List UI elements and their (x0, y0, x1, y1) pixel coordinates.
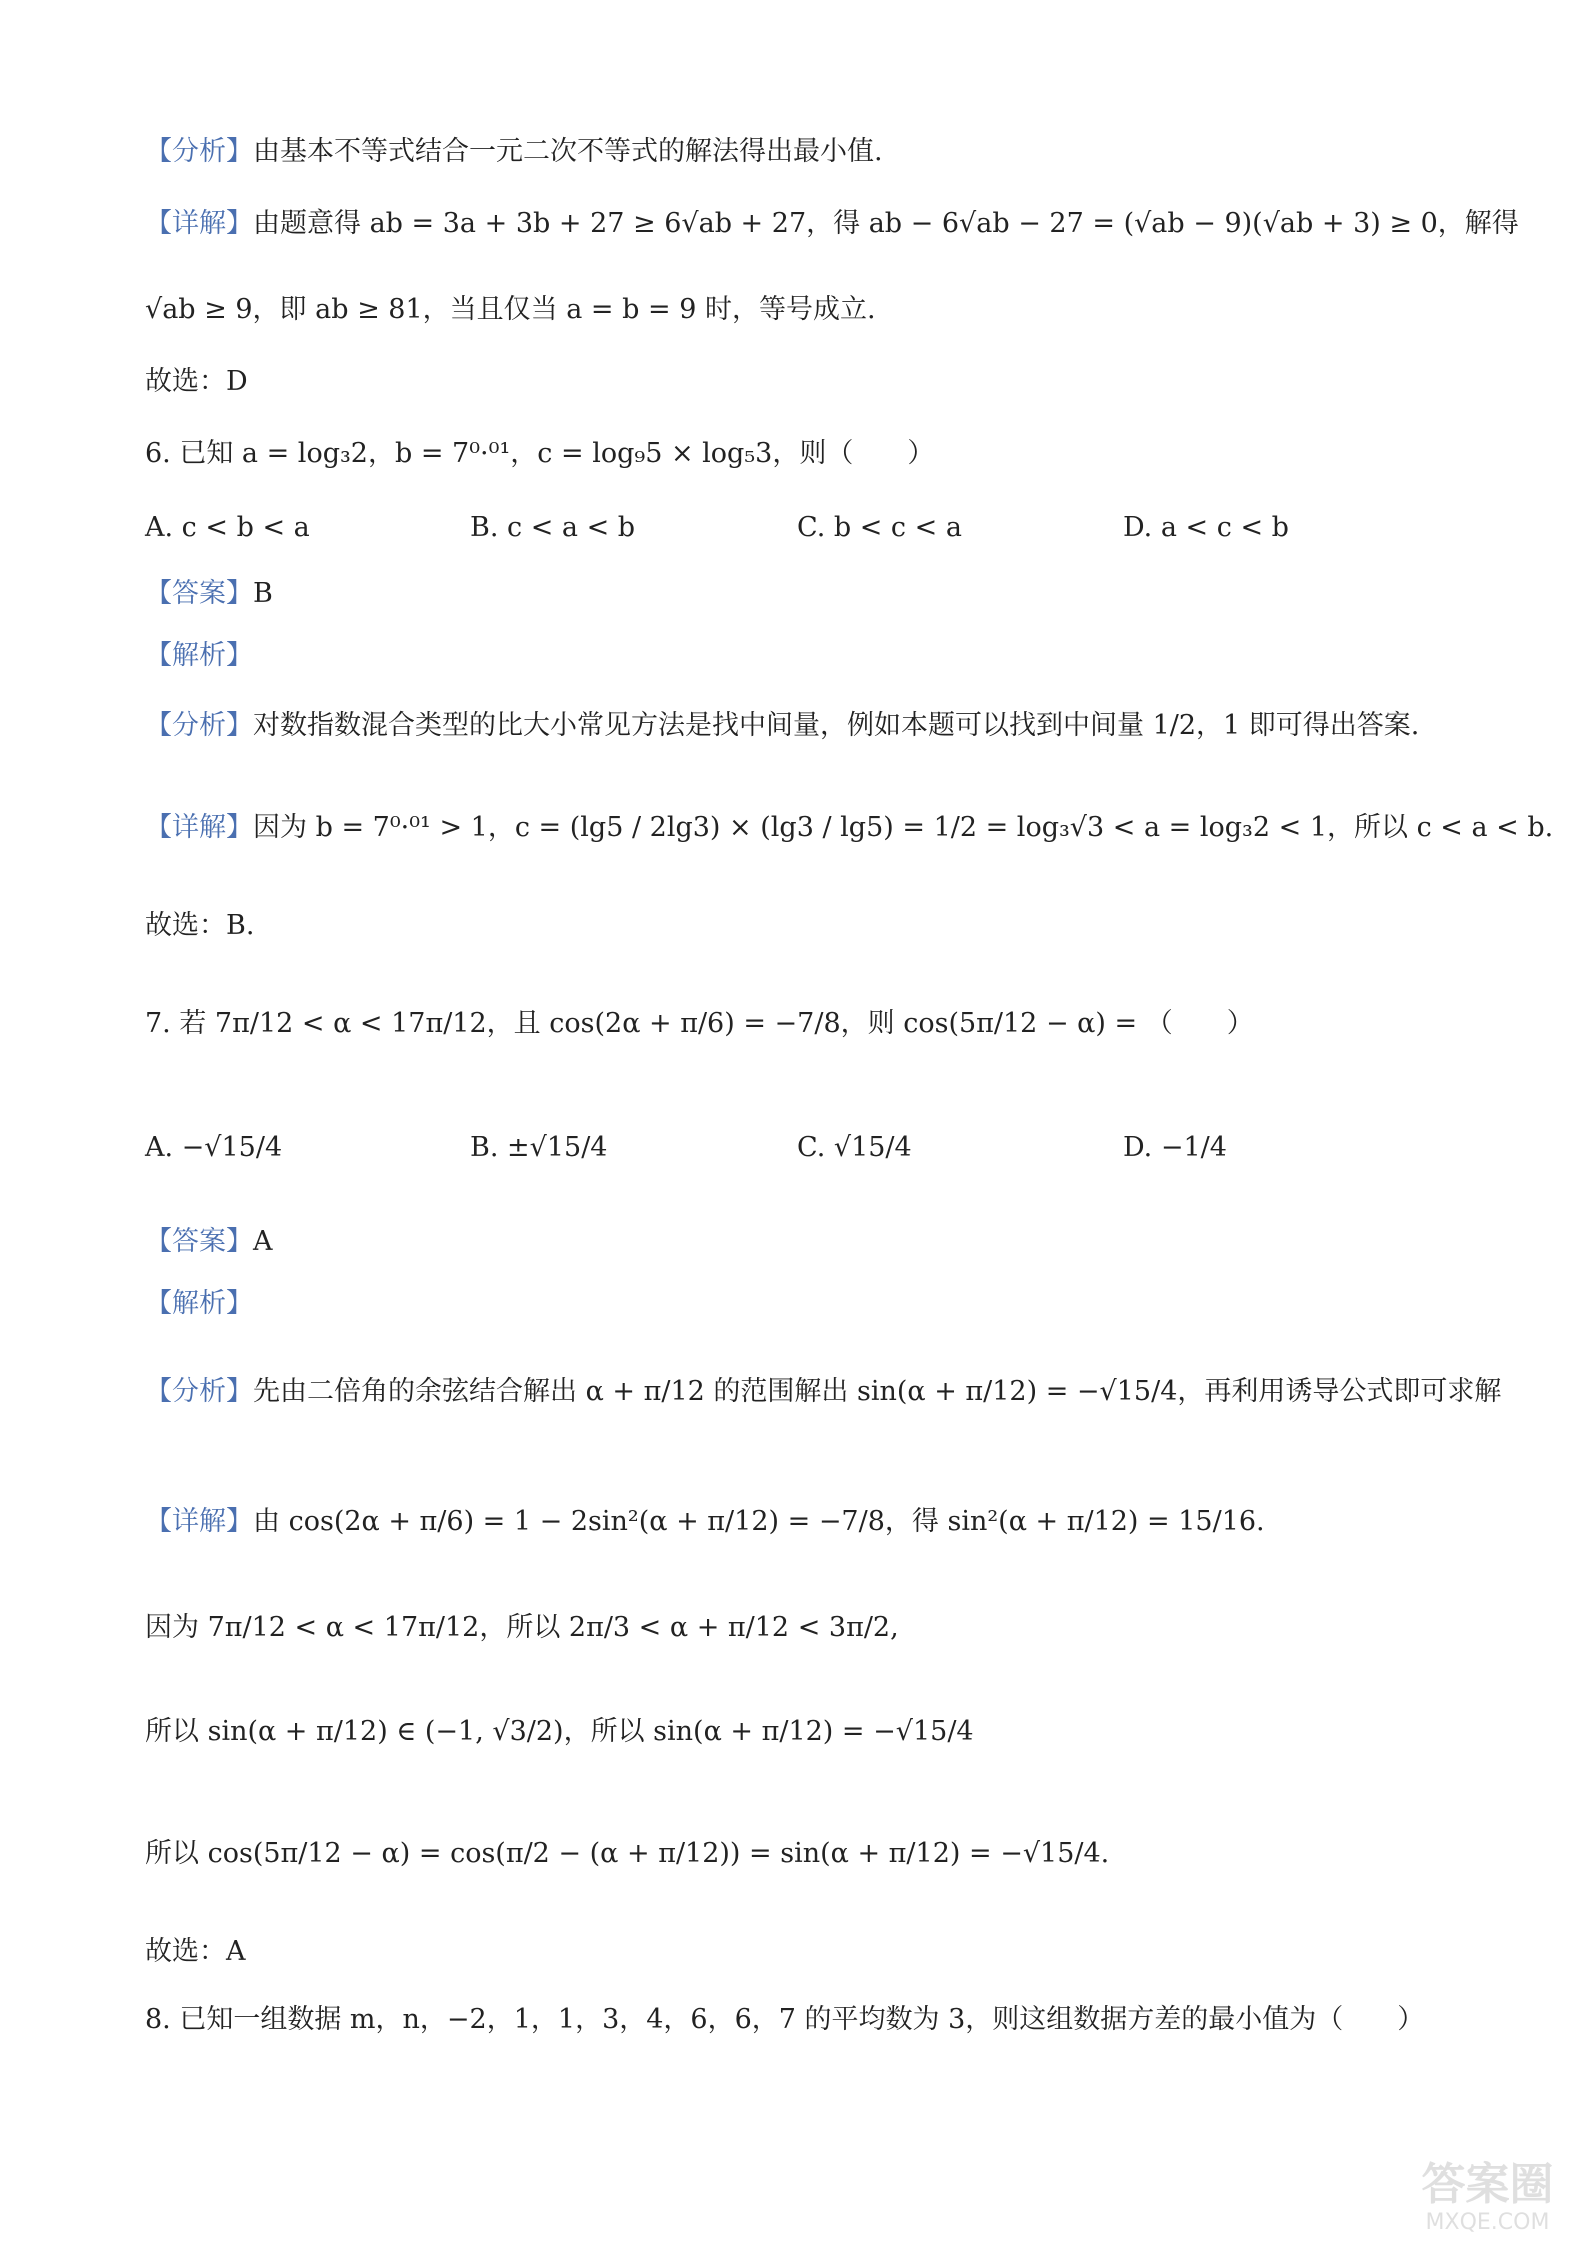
section-tag: 【详解】 (145, 1506, 253, 1537)
line-q7-stem (145, 1004, 1447, 1044)
q6-option-a: A. c < b < a (145, 512, 310, 543)
line-q6-choice (145, 906, 1447, 946)
line-text: 7. 若 7π/12 < α < 17π/12，且 cos(2α + π/6) = −7/8，则 cos(5π/12 − α) = （ ） (145, 1008, 1254, 1039)
section-tag: 【分析】 (145, 1376, 253, 1407)
line-text: 由 cos(2α + π/6) = 1 − 2sin²(α + π/12) = −7/8，得 sin²(α + π/12) = 15/16. (253, 1506, 1265, 1537)
watermark-bottom: MXQE.COM (1425, 2210, 1550, 2235)
line-q7-detail-4 (145, 1834, 1447, 1874)
line-text: 8. 已知一组数据 m，n，−2，1，1，3，4，6，6，7 的平均数为 3，则这组数据方差的最小值为（ ） (145, 2004, 1425, 2035)
line-text: √ab ≥ 9，即 ab ≥ 81，当且仅当 a = b = 9 时，等号成立. (145, 294, 876, 325)
line-q5-analysis (145, 132, 1447, 172)
q7-option-a: A. −√15/4 (145, 1132, 283, 1163)
section-tag: 【分析】 (145, 136, 253, 167)
section-tag: 【解析】 (145, 1288, 253, 1319)
line-q7-detail-3 (145, 1712, 1447, 1752)
q6-option-b: B. c < a < b (470, 512, 636, 543)
line-text: 所以 cos(5π/12 − α) = cos(π/2 − (α + π/12)) = sin(α + π/12) = −√15/4. (145, 1838, 1110, 1869)
line-text: 由题意得 ab = 3a + 3b + 27 ≥ 6√ab + 27，得 ab − 6√ab − 27 = (√ab − 9)(√ab + 3) ≥ 0，解得 (253, 208, 1519, 239)
line-text: 故选：A (145, 1936, 246, 1967)
line-text: B (253, 578, 273, 609)
line-q6-detail (145, 808, 1554, 848)
q7-option-c: C. √15/4 (797, 1132, 912, 1163)
line-text: 故选：D (145, 366, 248, 397)
line-q7-detail-2 (145, 1608, 1447, 1648)
section-tag: 【详解】 (145, 812, 253, 843)
line-q6-answer (145, 574, 1447, 614)
section-tag: 【解析】 (145, 640, 253, 671)
q6-option-d: D. a < c < b (1123, 512, 1289, 543)
line-q5-choice (145, 362, 1447, 402)
line-q7-choice (145, 1932, 1447, 1972)
q6-option-c: C. b < c < a (797, 512, 962, 543)
line-q8-stem (145, 2000, 1447, 2040)
q7-option-b: B. ±√15/4 (470, 1132, 608, 1163)
line-q7-analysis-tag (145, 1284, 1447, 1324)
section-tag: 【答案】 (145, 578, 253, 609)
line-text: 故选：B. (145, 910, 255, 941)
section-tag: 【分析】 (145, 710, 253, 741)
line-text: 6. 已知 a = log₃2，b = 7⁰·⁰¹，c = log₉5 × log₅3，则（ ） (145, 438, 935, 469)
line-text: 所以 sin(α + π/12) ∈ (−1, √3/2)，所以 sin(α + π/12) = −√15/4 (145, 1716, 974, 1747)
section-tag: 【答案】 (145, 1226, 253, 1257)
line-q6-analysis (145, 706, 1447, 746)
line-text: A (253, 1226, 273, 1257)
line-q7-detail-1 (145, 1502, 1447, 1542)
line-text: 因为 7π/12 < α < 17π/12，所以 2π/3 < α + π/12 < 3π/2, (145, 1612, 899, 1643)
line-text: 由基本不等式结合一元二次不等式的解法得出最小值. (253, 136, 883, 167)
line-q7-analysis (145, 1372, 1502, 1412)
watermark-logo (1400, 2159, 1575, 2239)
line-q5-detail-1 (145, 204, 1519, 244)
q7-option-d: D. −1/4 (1123, 1132, 1227, 1163)
section-tag: 【详解】 (145, 208, 253, 239)
line-q7-answer (145, 1222, 1447, 1262)
line-text: 对数指数混合类型的比大小常见方法是找中间量，例如本题可以找到中间量 1/2，1 即可得出答案. (253, 710, 1420, 741)
line-q5-detail-2 (145, 290, 1447, 330)
line-q6-analysis-tag (145, 636, 1447, 676)
line-q6-stem (145, 434, 1447, 474)
line-text: 先由二倍角的余弦结合解出 α + π/12 的范围解出 sin(α + π/12) = −√15/4，再利用诱导公式即可求解 (253, 1376, 1502, 1407)
line-text: 因为 b = 7⁰·⁰¹ > 1，c = (lg5 / 2lg3) × (lg3 / lg5) = 1/2 = log₃√3 < a = log₃2 < 1，所以 c < a < b. (253, 812, 1554, 843)
watermark-top: 答案圈 (1421, 2159, 1554, 2210)
